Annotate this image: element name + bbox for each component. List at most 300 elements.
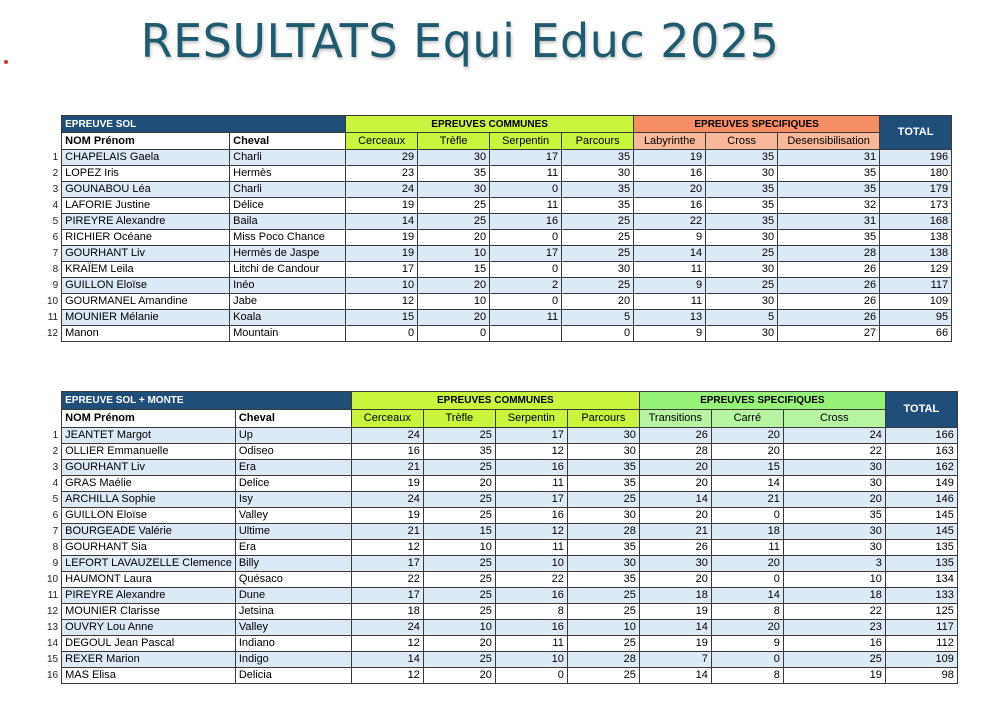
rank: 5 xyxy=(52,216,59,227)
score-cell: 19 xyxy=(634,150,706,166)
event-header: Serpentin xyxy=(495,410,567,428)
rider-name: OUVRY Lou Anne xyxy=(62,620,236,636)
section-title: EPREUVE SOL xyxy=(62,116,346,133)
rank: 11 xyxy=(47,590,59,601)
score-cell: 25 xyxy=(706,246,778,262)
table-row xyxy=(44,636,957,652)
table-row xyxy=(44,572,957,588)
score-cell: 30 xyxy=(567,556,639,572)
horse-name: Délice xyxy=(230,198,346,214)
total-cell: 135 xyxy=(885,540,957,556)
score-cell: 11 xyxy=(634,262,706,278)
total-header: TOTAL xyxy=(880,116,952,150)
score-cell: 30 xyxy=(783,460,885,476)
score-cell: 25 xyxy=(423,588,495,604)
rank: 9 xyxy=(52,558,59,569)
table-row xyxy=(44,182,952,198)
score-cell: 30 xyxy=(706,166,778,182)
horse-name: Charli xyxy=(230,182,346,198)
score-cell: 14 xyxy=(639,492,711,508)
event-header: Cerceaux xyxy=(346,133,418,150)
total-cell: 173 xyxy=(880,198,952,214)
score-cell: 25 xyxy=(562,246,634,262)
score-cell: 2 xyxy=(490,278,562,294)
horse-name: Era xyxy=(235,460,351,476)
rank: 16 xyxy=(47,670,59,681)
score-cell: 22 xyxy=(634,214,706,230)
score-cell: 35 xyxy=(567,540,639,556)
score-cell: 20 xyxy=(423,668,495,684)
score-cell: 16 xyxy=(495,588,567,604)
score-cell: 11 xyxy=(495,636,567,652)
horse-header: Cheval xyxy=(235,410,351,428)
horse-name: Hermès de Jaspe xyxy=(230,246,346,262)
score-cell: 10 xyxy=(346,278,418,294)
total-cell: 117 xyxy=(885,620,957,636)
score-cell: 25 xyxy=(567,588,639,604)
total-cell: 138 xyxy=(880,230,952,246)
group-common-header: EPREUVES COMMUNES xyxy=(351,392,639,410)
score-cell: 22 xyxy=(783,604,885,620)
horse-name: Dune xyxy=(235,588,351,604)
total-cell: 145 xyxy=(885,508,957,524)
score-cell: 0 xyxy=(711,572,783,588)
score-cell: 35 xyxy=(778,230,880,246)
score-cell: 5 xyxy=(706,310,778,326)
score-cell: 14 xyxy=(711,476,783,492)
name-header: NOM Prénom xyxy=(62,410,236,428)
score-cell: 19 xyxy=(346,198,418,214)
table-row xyxy=(44,326,952,342)
score-cell: 28 xyxy=(778,246,880,262)
score-cell: 16 xyxy=(495,620,567,636)
horse-name: Delicia xyxy=(235,668,351,684)
score-cell: 23 xyxy=(783,620,885,636)
total-cell: 112 xyxy=(885,636,957,652)
score-cell: 16 xyxy=(490,214,562,230)
table-row xyxy=(44,620,957,636)
score-cell: 14 xyxy=(639,620,711,636)
rider-name: JEANTET Margot xyxy=(62,428,236,444)
total-cell: 133 xyxy=(885,588,957,604)
page-title: RESULTATS Equi Educ 2025 xyxy=(140,14,780,68)
total-cell: 95 xyxy=(880,310,952,326)
table-row xyxy=(44,198,952,214)
score-cell: 26 xyxy=(778,262,880,278)
table-row xyxy=(44,444,957,460)
score-cell: 8 xyxy=(495,604,567,620)
rank: 12 xyxy=(47,328,59,339)
score-cell: 10 xyxy=(495,556,567,572)
rider-name: MAS Elisa xyxy=(62,668,236,684)
score-cell: 14 xyxy=(639,668,711,684)
total-cell: 166 xyxy=(885,428,957,444)
horse-name: Quésaco xyxy=(235,572,351,588)
rider-name: PIREYRE Alexandre xyxy=(62,214,230,230)
total-cell: 129 xyxy=(880,262,952,278)
rider-name: GUILLON Eloïse xyxy=(62,508,236,524)
total-cell: 146 xyxy=(885,492,957,508)
score-cell: 0 xyxy=(490,230,562,246)
score-cell: 20 xyxy=(639,476,711,492)
horse-name: Jetsina xyxy=(235,604,351,620)
total-cell: 179 xyxy=(880,182,952,198)
total-cell: 134 xyxy=(885,572,957,588)
score-cell: 19 xyxy=(351,508,423,524)
score-cell: 16 xyxy=(495,460,567,476)
score-cell: 26 xyxy=(639,540,711,556)
event-header: Transitions xyxy=(639,410,711,428)
score-cell: 15 xyxy=(423,524,495,540)
event-header: Labyrinthe xyxy=(634,133,706,150)
score-cell: 32 xyxy=(778,198,880,214)
rank: 1 xyxy=(52,152,59,163)
score-cell: 25 xyxy=(567,668,639,684)
score-cell: 11 xyxy=(711,540,783,556)
rank: 3 xyxy=(52,184,59,195)
event-header: Parcours xyxy=(562,133,634,150)
results-table xyxy=(44,391,958,684)
score-cell: 22 xyxy=(783,444,885,460)
score-cell: 35 xyxy=(418,166,490,182)
score-cell: 20 xyxy=(639,508,711,524)
score-cell: 30 xyxy=(567,444,639,460)
score-cell: 11 xyxy=(490,166,562,182)
score-cell: 0 xyxy=(562,326,634,342)
rider-name: KRAÏEM Leila xyxy=(62,262,230,278)
horse-name: Billy xyxy=(235,556,351,572)
table-row xyxy=(44,278,952,294)
horse-name: Indigo xyxy=(235,652,351,668)
score-cell: 29 xyxy=(346,150,418,166)
total-cell: 109 xyxy=(880,294,952,310)
score-cell: 35 xyxy=(562,198,634,214)
total-cell: 180 xyxy=(880,166,952,182)
rank: 8 xyxy=(52,264,59,275)
score-cell: 20 xyxy=(423,476,495,492)
score-cell: 35 xyxy=(567,572,639,588)
score-cell: 11 xyxy=(495,476,567,492)
horse-name: Charli xyxy=(230,150,346,166)
score-cell: 12 xyxy=(346,294,418,310)
score-cell: 26 xyxy=(778,278,880,294)
horse-name: Era xyxy=(235,540,351,556)
score-cell: 24 xyxy=(351,428,423,444)
rank: 7 xyxy=(52,248,59,259)
score-cell: 16 xyxy=(634,166,706,182)
rider-name: MOUNIER Clarisse xyxy=(62,604,236,620)
score-cell: 20 xyxy=(562,294,634,310)
score-cell: 10 xyxy=(495,652,567,668)
score-cell: 30 xyxy=(418,182,490,198)
score-cell: 9 xyxy=(634,230,706,246)
score-cell: 20 xyxy=(711,428,783,444)
total-cell: 196 xyxy=(880,150,952,166)
score-cell: 30 xyxy=(567,428,639,444)
table-row xyxy=(44,294,952,310)
score-cell: 0 xyxy=(490,262,562,278)
score-cell: 8 xyxy=(711,604,783,620)
score-cell: 35 xyxy=(562,150,634,166)
total-cell: 138 xyxy=(880,246,952,262)
score-cell: 19 xyxy=(351,476,423,492)
score-cell: 35 xyxy=(706,198,778,214)
score-cell: 17 xyxy=(490,150,562,166)
score-cell: 12 xyxy=(495,444,567,460)
score-cell: 22 xyxy=(495,572,567,588)
rank: 1 xyxy=(52,430,59,441)
score-cell: 16 xyxy=(783,636,885,652)
table-row xyxy=(44,150,952,166)
score-cell: 10 xyxy=(567,620,639,636)
score-cell: 14 xyxy=(346,214,418,230)
event-header: Parcours xyxy=(567,410,639,428)
group-common-header: EPREUVES COMMUNES xyxy=(346,116,634,133)
score-cell: 35 xyxy=(706,214,778,230)
table-row xyxy=(44,310,952,326)
score-cell: 10 xyxy=(418,294,490,310)
score-cell: 27 xyxy=(778,326,880,342)
section-title: EPREUVE SOL + MONTE xyxy=(62,392,352,410)
score-cell: 18 xyxy=(783,588,885,604)
score-cell: 25 xyxy=(423,556,495,572)
horse-name: Indiano xyxy=(235,636,351,652)
table-row xyxy=(44,652,957,668)
results-table xyxy=(44,115,952,342)
total-cell: 98 xyxy=(885,668,957,684)
score-cell: 30 xyxy=(706,326,778,342)
total-cell: 163 xyxy=(885,444,957,460)
horse-name: Valley xyxy=(235,508,351,524)
score-cell: 35 xyxy=(783,508,885,524)
rank: 3 xyxy=(52,462,59,473)
score-cell: 8 xyxy=(711,668,783,684)
rider-name: MOUNIER Mélanie xyxy=(62,310,230,326)
table-row xyxy=(44,492,957,508)
score-cell: 30 xyxy=(418,150,490,166)
horse-name: Mountain xyxy=(230,326,346,342)
score-cell: 30 xyxy=(567,508,639,524)
score-cell: 25 xyxy=(567,492,639,508)
score-cell: 11 xyxy=(495,540,567,556)
score-cell: 25 xyxy=(423,428,495,444)
score-cell: 18 xyxy=(711,524,783,540)
rider-name: DEGOUL Jean Pascal xyxy=(62,636,236,652)
score-cell: 25 xyxy=(423,652,495,668)
rank: 7 xyxy=(52,526,59,537)
rider-name: REXER Marion xyxy=(62,652,236,668)
score-cell: 12 xyxy=(495,524,567,540)
score-cell: 20 xyxy=(711,620,783,636)
score-cell: 30 xyxy=(562,166,634,182)
group-specific-header: EPREUVES SPECIFIQUES xyxy=(634,116,880,133)
event-header: Cross xyxy=(783,410,885,428)
total-cell: 145 xyxy=(885,524,957,540)
score-cell: 25 xyxy=(706,278,778,294)
score-cell: 11 xyxy=(490,198,562,214)
horse-name: Delice xyxy=(235,476,351,492)
horse-name: Valley xyxy=(235,620,351,636)
table-row xyxy=(44,588,957,604)
score-cell: 35 xyxy=(706,150,778,166)
score-cell: 35 xyxy=(567,476,639,492)
event-header: Trèfle xyxy=(423,410,495,428)
score-cell: 10 xyxy=(423,540,495,556)
score-cell: 30 xyxy=(706,262,778,278)
rider-name: GOURHANT Liv xyxy=(62,460,236,476)
score-cell: 31 xyxy=(778,150,880,166)
score-cell xyxy=(490,326,562,342)
score-cell: 35 xyxy=(423,444,495,460)
horse-name: Baila xyxy=(230,214,346,230)
score-cell: 19 xyxy=(639,636,711,652)
score-cell: 21 xyxy=(351,524,423,540)
score-cell: 17 xyxy=(346,262,418,278)
rider-name: LOPEZ Iris xyxy=(62,166,230,182)
score-cell: 20 xyxy=(423,636,495,652)
rank: 10 xyxy=(47,574,59,585)
total-cell: 162 xyxy=(885,460,957,476)
rider-name: GUILLON Eloïse xyxy=(62,278,230,294)
horse-header: Cheval xyxy=(230,133,346,150)
score-cell: 25 xyxy=(562,278,634,294)
score-cell: 20 xyxy=(783,492,885,508)
rank: 6 xyxy=(52,232,59,243)
score-cell: 0 xyxy=(495,668,567,684)
rank: 8 xyxy=(52,542,59,553)
score-cell: 24 xyxy=(346,182,418,198)
score-cell: 21 xyxy=(351,460,423,476)
rank: 6 xyxy=(52,510,59,521)
score-cell: 35 xyxy=(706,182,778,198)
score-cell: 17 xyxy=(495,428,567,444)
score-cell: 10 xyxy=(783,572,885,588)
event-header: Serpentin xyxy=(490,133,562,150)
rider-name: ARCHILLA Sophie xyxy=(62,492,236,508)
score-cell: 30 xyxy=(706,294,778,310)
rider-name: OLLIER Emmanuelle xyxy=(62,444,236,460)
total-header: TOTAL xyxy=(885,392,957,428)
score-cell: 20 xyxy=(639,460,711,476)
horse-name: Koala xyxy=(230,310,346,326)
score-cell: 0 xyxy=(711,508,783,524)
score-cell: 12 xyxy=(351,540,423,556)
score-cell: 24 xyxy=(783,428,885,444)
table-row xyxy=(44,428,957,444)
rank: 10 xyxy=(47,296,59,307)
table-row xyxy=(44,668,957,684)
score-cell: 35 xyxy=(778,166,880,182)
score-cell: 26 xyxy=(639,428,711,444)
score-cell: 26 xyxy=(778,310,880,326)
score-cell: 17 xyxy=(351,556,423,572)
score-cell: 0 xyxy=(346,326,418,342)
score-cell: 0 xyxy=(490,294,562,310)
score-cell: 28 xyxy=(639,444,711,460)
score-cell: 16 xyxy=(351,444,423,460)
score-cell: 9 xyxy=(711,636,783,652)
score-cell: 10 xyxy=(418,246,490,262)
rank: 2 xyxy=(52,168,59,179)
score-cell: 30 xyxy=(783,476,885,492)
total-cell: 109 xyxy=(885,652,957,668)
horse-name: Jabe xyxy=(230,294,346,310)
score-cell: 14 xyxy=(634,246,706,262)
rider-name: GRAS Maélie xyxy=(62,476,236,492)
event-header: Trèfle xyxy=(418,133,490,150)
score-cell: 18 xyxy=(351,604,423,620)
score-cell: 35 xyxy=(562,182,634,198)
score-cell: 21 xyxy=(711,492,783,508)
score-cell: 25 xyxy=(423,508,495,524)
table-epreuve-sol xyxy=(44,115,952,342)
horse-name: Inéo xyxy=(230,278,346,294)
score-cell: 3 xyxy=(783,556,885,572)
score-cell: 22 xyxy=(351,572,423,588)
score-cell: 35 xyxy=(778,182,880,198)
score-cell: 24 xyxy=(351,492,423,508)
score-cell: 25 xyxy=(783,652,885,668)
score-cell: 30 xyxy=(639,556,711,572)
rank: 4 xyxy=(52,200,59,211)
score-cell: 20 xyxy=(639,572,711,588)
rank: 11 xyxy=(47,312,59,323)
horse-name: Ultime xyxy=(235,524,351,540)
score-cell: 28 xyxy=(567,652,639,668)
rider-name: LEFORT LAVAUZELLE Clemence xyxy=(62,556,236,572)
score-cell: 11 xyxy=(634,294,706,310)
table-row xyxy=(44,540,957,556)
score-cell: 17 xyxy=(351,588,423,604)
score-cell: 15 xyxy=(346,310,418,326)
table-row xyxy=(44,166,952,182)
name-header: NOM Prénom xyxy=(62,133,230,150)
table-row xyxy=(44,604,957,620)
rider-name: GOUNABOU Léa xyxy=(62,182,230,198)
event-header: Carré xyxy=(711,410,783,428)
score-cell: 24 xyxy=(351,620,423,636)
horse-name: Up xyxy=(235,428,351,444)
score-cell: 12 xyxy=(351,636,423,652)
rider-name: LAFORIE Justine xyxy=(62,198,230,214)
table-row xyxy=(44,460,957,476)
event-header: Desensibilisation xyxy=(778,133,880,150)
rider-name: RICHIER Océane xyxy=(62,230,230,246)
rider-name: BOURGEADE Valérie xyxy=(62,524,236,540)
rank: 9 xyxy=(52,280,59,291)
score-cell: 28 xyxy=(567,524,639,540)
group-specific-header: EPREUVES SPECIFIQUES xyxy=(639,392,885,410)
table-row xyxy=(44,524,957,540)
table-row xyxy=(44,476,957,492)
score-cell: 7 xyxy=(639,652,711,668)
score-cell: 14 xyxy=(711,588,783,604)
score-cell: 16 xyxy=(634,198,706,214)
score-cell: 20 xyxy=(634,182,706,198)
score-cell: 19 xyxy=(346,246,418,262)
score-cell: 9 xyxy=(634,326,706,342)
event-header: Cerceaux xyxy=(351,410,423,428)
rider-name: HAUMONT Laura xyxy=(62,572,236,588)
rank: 13 xyxy=(47,622,59,633)
table-row xyxy=(44,230,952,246)
score-cell: 25 xyxy=(423,492,495,508)
score-cell: 19 xyxy=(639,604,711,620)
score-cell: 30 xyxy=(706,230,778,246)
table-epreuve-sol-monte xyxy=(44,391,958,684)
score-cell: 26 xyxy=(778,294,880,310)
score-cell: 5 xyxy=(562,310,634,326)
